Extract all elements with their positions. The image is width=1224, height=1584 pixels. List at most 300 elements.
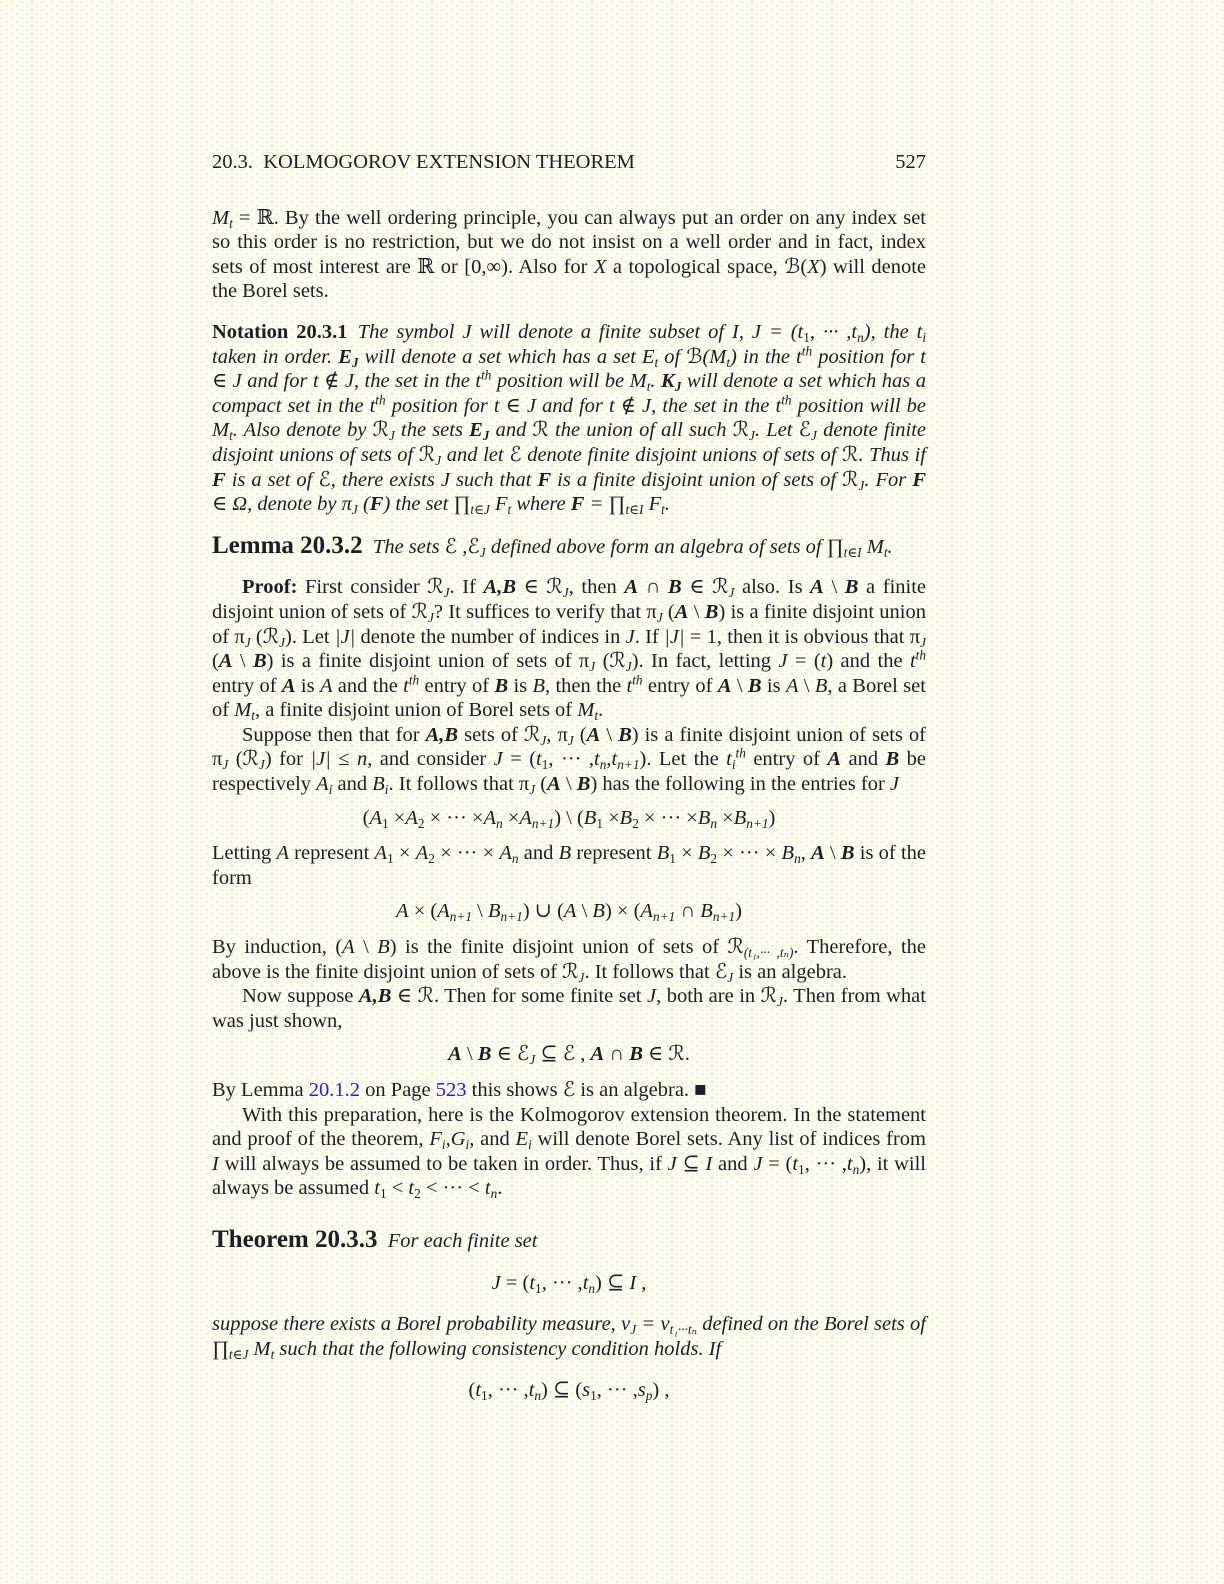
text-run: J: [630, 1322, 637, 1338]
text-run: 1: [669, 851, 676, 867]
text-run: t: [528, 1379, 535, 1402]
text-run: A: [405, 806, 418, 829]
text-run: ℛ: [562, 960, 579, 983]
text-run: \: [461, 1043, 478, 1066]
text-run: ) is the finite disjoint union of sets of: [389, 936, 728, 959]
text-run: J: [674, 379, 682, 395]
text-run: A: [448, 1043, 462, 1066]
text-run: , a Borel set of: [212, 674, 926, 722]
text-run: ℰ: [562, 1079, 576, 1101]
text-run: defined on the Borel sets of ∏: [212, 1313, 927, 1360]
text-run: i: [465, 1137, 470, 1153]
text-run: t: [646, 379, 651, 395]
text-run: J: [491, 1271, 501, 1294]
text-run: t: [374, 1177, 380, 1200]
text-run: ℛ: [609, 650, 626, 673]
text-run: t: [846, 1152, 853, 1175]
text-run: A: [415, 842, 429, 865]
text-run: ∈: [642, 1043, 669, 1066]
text-run: t: [403, 674, 409, 697]
text-run: , π: [546, 723, 568, 746]
text-run: 2: [417, 815, 425, 831]
text-run: A: [827, 748, 842, 771]
intro-paragraph: [212, 206, 926, 304]
text-run: The sets: [362, 535, 445, 558]
text-run: ℛ: [411, 600, 428, 623]
text-run: ,: [439, 723, 445, 746]
text-run: th: [781, 392, 792, 408]
text-run: J: [351, 354, 359, 370]
text-run: \: [576, 900, 593, 923]
text-run: J: [728, 585, 735, 601]
text-run: (: [228, 748, 243, 771]
text-run: (: [595, 650, 610, 673]
text-run: ℛ: [842, 468, 859, 491]
text-run: B: [668, 576, 682, 599]
text-run: where: [511, 493, 571, 516]
text-run: ): [768, 806, 776, 829]
text-run: A: [586, 723, 601, 746]
text-run: Theorem 20.3.3: [212, 1225, 378, 1253]
text-run: t: [909, 650, 916, 673]
text-run: B: [532, 674, 546, 697]
text-run: J: [244, 634, 251, 650]
text-run: B: [700, 900, 713, 923]
text-run: I: [212, 1152, 219, 1175]
text-run: a topological space,: [606, 255, 785, 278]
text-run: J: [749, 428, 755, 444]
text-run: A: [358, 985, 373, 1008]
text-run: A: [810, 576, 824, 599]
text-run: Proof:: [242, 576, 306, 599]
equation: [212, 806, 926, 831]
text-run: ∈: [391, 985, 418, 1008]
text-run: suppose there exists a Borel probability measure, ν: [212, 1313, 631, 1336]
text-run: F: [429, 1128, 442, 1151]
text-run: B: [733, 806, 747, 829]
text-run: B: [377, 985, 392, 1008]
page-content: [212, 150, 926, 1420]
text-run: ℰ: [444, 535, 458, 558]
text-run: 1: [596, 815, 603, 831]
text-run: < ··· <: [420, 1177, 485, 1200]
text-run: be respectively: [212, 748, 927, 796]
text-run: (: [357, 493, 370, 516]
text-run: A: [811, 842, 825, 865]
text-run: (: [662, 600, 675, 623]
text-run: ) ⊆ (: [541, 1379, 583, 1402]
text-run: F: [369, 493, 384, 516]
page-body: [212, 206, 926, 1403]
text-run: ℛ: [262, 625, 280, 648]
text-run: denote finite disjoint unions of sets of: [521, 443, 843, 466]
text-run: First consider: [305, 576, 428, 599]
text-run: .: [684, 1043, 690, 1066]
text-run: ℰ: [798, 419, 812, 442]
text-run: th: [632, 672, 643, 688]
text-run: ,: [372, 985, 378, 1008]
text-run: 1: [481, 1388, 488, 1404]
text-run: and: [518, 842, 559, 865]
text-run: , ··· ,: [541, 1271, 583, 1294]
text-run: J: [529, 1052, 536, 1068]
text-run: J: [811, 428, 817, 444]
text-run: ℰ: [509, 443, 522, 466]
text-run: , ··· ,: [804, 1152, 847, 1175]
text-run: ) for: [264, 748, 311, 771]
text-run: ) in the t: [730, 345, 802, 368]
text-run: 1: [798, 1161, 805, 1177]
text-run: = (: [787, 650, 821, 673]
text-run: position will be M: [491, 370, 647, 393]
text-run: ⊆: [535, 1043, 563, 1066]
text-run: ∈ Ω, denote by π: [212, 493, 352, 516]
text-run: 1: [535, 1280, 542, 1296]
text-run: A: [281, 674, 296, 697]
text-run: n+1: [746, 815, 769, 831]
text-run: J: [388, 428, 395, 444]
text-run: A: [674, 600, 689, 623]
text-run: B: [697, 842, 711, 865]
text-run: 2: [414, 1186, 421, 1202]
text-run: i: [328, 782, 333, 798]
text-run: t: [229, 215, 233, 231]
lemma-ref-link[interactable]: 20.1.2: [308, 1079, 361, 1101]
text-run: ), it will always be assumed: [212, 1152, 926, 1200]
text-run: ⊆: [676, 1152, 706, 1175]
text-run: ℛ: [524, 723, 541, 746]
text-run: B: [618, 723, 632, 746]
text-run: th: [801, 343, 813, 359]
text-run: th: [735, 746, 746, 762]
text-run: F: [537, 468, 552, 491]
text-run: B: [372, 773, 385, 796]
text-run: 1: [379, 1186, 387, 1202]
text-run: ℛ: [727, 936, 744, 959]
text-run: . It follows that π: [388, 773, 530, 796]
text-run: A: [369, 806, 382, 829]
text-run: |J|: [310, 748, 331, 771]
text-run: of: [658, 345, 687, 368]
text-run: F: [912, 468, 926, 491]
text-run: ), the t: [863, 320, 923, 343]
text-run: 1: [381, 815, 389, 831]
text-run: t∈I: [843, 544, 862, 560]
text-run: position for t ∈ J and for t ∉ J, the set in the t: [212, 345, 927, 393]
text-run: G: [450, 1128, 466, 1151]
text-run: J: [778, 650, 788, 673]
page-ref-link[interactable]: 523: [435, 1079, 467, 1101]
text-run: \: [824, 842, 841, 865]
text-run: B: [704, 600, 719, 623]
text-run: \: [798, 674, 815, 697]
text-run: .: [887, 535, 893, 558]
text-run: ,: [636, 1271, 647, 1294]
text-run: entry of: [745, 748, 828, 771]
body-paragraph: [212, 935, 926, 984]
text-run: = ∏: [584, 493, 626, 516]
text-run: A: [590, 1043, 605, 1066]
text-run: n: [857, 329, 864, 345]
text-run: ? It suffices to verify that π: [433, 600, 657, 623]
text-run: t: [726, 748, 732, 771]
section-title: 20.3. KOLMOGOROV EXTENSION THEOREM: [212, 151, 635, 173]
text-run: ∩: [604, 1043, 630, 1066]
text-run: |J|: [664, 625, 685, 648]
text-run: J: [529, 782, 536, 798]
text-run: J: [562, 585, 569, 601]
text-run: represent: [571, 842, 657, 865]
text-run: A: [519, 806, 532, 829]
text-run: Now suppose: [242, 985, 359, 1008]
text-run: ℰ: [516, 1043, 530, 1066]
text-run: Notation 20.3.1: [212, 320, 348, 343]
text-run: = ℝ. By the well ordering principle, you can always put an order on any index set so this order is no restriction, but we do not insist on a well order and in fact, index sets of most interest are ℝ or [0,∞). Also for: [212, 206, 926, 278]
text-run: J: [222, 757, 229, 773]
text-run: t: [507, 502, 512, 518]
text-run: A: [547, 773, 561, 796]
text-run: . For: [864, 468, 913, 491]
text-run: J: [753, 1152, 763, 1175]
text-run: Suppose then that for: [242, 723, 426, 746]
text-run: 2: [632, 815, 639, 831]
lemma-heading: [212, 533, 926, 560]
proof-paragraph: [212, 575, 926, 723]
text-run: J: [427, 609, 434, 625]
text-run: = (: [762, 1152, 793, 1175]
text-run: I: [629, 1271, 637, 1294]
text-run: (t₁,··· ,tₙ): [743, 945, 794, 961]
text-run: n+1: [652, 909, 676, 925]
text-run: , then the: [545, 674, 627, 697]
text-run: and: [841, 748, 886, 771]
text-run: t: [594, 748, 600, 771]
text-run: ×: [502, 806, 520, 829]
text-run: ■: [694, 1079, 707, 1101]
text-run: 1: [387, 851, 394, 867]
text-run: t: [536, 748, 542, 771]
text-run: this shows: [466, 1079, 563, 1101]
text-run: ∈: [491, 1043, 517, 1066]
body-paragraph: [212, 1103, 926, 1201]
text-run: ∈: [516, 576, 547, 599]
text-run: Lemma 20.3.2: [212, 531, 363, 559]
text-run: , there exists J such that: [330, 468, 538, 491]
text-run: denote finite disjoint unions of sets of: [212, 419, 927, 466]
text-run: ℬ: [686, 345, 703, 368]
text-run: A: [316, 773, 329, 796]
text-run: ℛ: [732, 419, 750, 442]
text-run: t: [820, 650, 827, 673]
text-run: B: [576, 773, 591, 796]
text-run: i: [441, 1137, 446, 1153]
text-run: B: [885, 748, 900, 771]
text-run: ) is a finite disjoint union of sets of π: [266, 650, 590, 673]
text-run: ℛ: [842, 443, 859, 466]
text-run: ,: [575, 1043, 591, 1066]
text-run: F: [570, 493, 585, 516]
text-run: I: [705, 1152, 713, 1175]
text-run: . Also denote by: [232, 419, 373, 442]
text-run: ℰ: [714, 960, 728, 983]
text-run: s: [637, 1379, 646, 1402]
text-run: i: [384, 782, 389, 798]
text-run: will denote Borel sets. Any list of indices from: [531, 1128, 926, 1151]
text-run: ℛ: [372, 419, 389, 442]
text-run: J: [279, 634, 286, 650]
text-run: ≤: [330, 748, 357, 771]
text-run: × ··· ×: [434, 842, 500, 865]
text-run: ℛ: [760, 985, 777, 1008]
text-run: and: [712, 1152, 754, 1175]
text-run: A: [396, 900, 409, 923]
text-run: ) ∪ (: [522, 900, 564, 923]
text-run: t: [661, 502, 665, 518]
text-run: \: [731, 674, 748, 697]
text-run: J: [625, 625, 635, 648]
text-run: (: [468, 1379, 476, 1402]
text-run: ℰ: [467, 535, 480, 558]
text-run: M: [577, 699, 595, 722]
text-run: n+1: [449, 909, 473, 925]
text-run: the sets: [394, 419, 470, 442]
text-run: th: [408, 672, 420, 688]
text-run: taken in order.: [212, 345, 339, 368]
text-run: A: [717, 674, 732, 697]
text-run: × (: [408, 900, 438, 923]
text-run: B: [592, 900, 605, 923]
text-run: t∈I: [625, 502, 644, 518]
text-run: and: [489, 419, 533, 442]
text-run: ℛ: [418, 443, 436, 466]
text-run: A: [374, 842, 388, 865]
text-run: and: [332, 773, 373, 796]
text-run: A: [425, 723, 440, 746]
text-run: n+1: [712, 909, 736, 925]
text-run: ℰ: [318, 468, 331, 491]
text-run: . Thus if: [858, 443, 926, 466]
text-run: B: [656, 842, 670, 865]
text-run: J: [578, 969, 585, 985]
text-run: A: [276, 842, 289, 865]
text-run: ,: [497, 576, 503, 599]
text-run: will always be assumed to be taken in order. Thus, if: [218, 1152, 668, 1175]
text-run: \: [600, 723, 619, 746]
text-run: ×: [717, 806, 734, 829]
text-run: M: [248, 1337, 271, 1360]
text-run: n+1: [500, 909, 523, 925]
text-run: A: [499, 842, 512, 865]
text-run: position will be M: [212, 394, 926, 442]
text-run: A: [624, 576, 639, 599]
text-run: For each finite set: [377, 1229, 538, 1252]
text-run: ℛ: [532, 419, 549, 442]
equation: [212, 1042, 926, 1067]
text-run: t∈J: [470, 502, 490, 518]
text-run: ): [735, 900, 742, 923]
text-run: n: [511, 851, 519, 867]
text-run: , a finite disjoint union of Borel sets of: [254, 699, 578, 722]
text-run: ) will denote the Borel sets.: [212, 255, 926, 303]
text-run: By induction, (: [212, 936, 343, 959]
text-run: sets of: [458, 723, 524, 746]
text-run: (M: [702, 345, 727, 368]
text-run: J: [656, 609, 663, 625]
text-run: ) ⊆: [595, 1271, 630, 1294]
text-run: ) the set ∏: [383, 493, 471, 516]
text-run: ℬ: [784, 255, 801, 278]
text-run: A: [319, 674, 333, 697]
text-run: . Let: [754, 419, 799, 442]
text-run: , ··· ,t: [809, 320, 858, 343]
text-run: s: [582, 1379, 591, 1402]
text-run: J: [435, 452, 442, 468]
text-run: J: [589, 659, 596, 675]
theorem-paragraph: [212, 1312, 926, 1361]
text-run: ×: [393, 842, 416, 865]
text-run: E: [469, 419, 483, 442]
text-run: J: [479, 544, 486, 560]
text-run: J: [493, 748, 503, 771]
text-run: The symbol J will denote a finite subset of I, J = (t: [347, 320, 804, 343]
text-run: J: [920, 634, 927, 650]
text-run: will denote a set which has a compact set in the t: [212, 370, 927, 417]
text-run: t: [270, 1346, 275, 1362]
text-run: \: [560, 773, 577, 796]
text-run: ,: [606, 748, 612, 771]
text-run: , and: [469, 1128, 516, 1151]
text-run: on Page: [360, 1079, 436, 1101]
text-run: . If: [634, 625, 665, 648]
body-paragraph: [212, 841, 926, 890]
text-run: B: [814, 674, 828, 697]
text-run: <: [386, 1177, 409, 1200]
text-run: A: [437, 900, 450, 923]
text-run: ) ,: [652, 1379, 670, 1402]
text-run: position for t ∈ J and for t ∉ J, the set in the t: [385, 394, 782, 417]
text-run: 1: [541, 757, 549, 773]
running-header: [212, 150, 926, 175]
text-run: t: [726, 354, 731, 370]
notation-paragraph: [212, 320, 926, 517]
text-run: (: [362, 806, 370, 829]
text-run: entry of: [642, 674, 718, 697]
text-run: ) and the: [826, 650, 910, 673]
text-run: is an algebra.: [733, 960, 848, 983]
text-run: t₁···tₙ: [669, 1322, 697, 1338]
text-run: and let: [441, 443, 510, 466]
text-run: M: [234, 699, 252, 722]
text-run: p: [645, 1388, 653, 1404]
text-run: = (: [502, 748, 537, 771]
text-run: B: [697, 806, 711, 829]
text-run: × ··· ×: [424, 806, 484, 829]
text-run: B: [619, 806, 633, 829]
text-run: , ··· ,: [548, 748, 595, 771]
text-run: A: [640, 900, 653, 923]
text-run: .: [650, 370, 662, 393]
text-run: 1: [590, 1388, 597, 1404]
text-run: t: [251, 708, 255, 724]
text-run: . Therefore, the above is the finite disjoint union of sets of: [212, 936, 926, 983]
text-run: and the: [332, 674, 404, 697]
text-run: t: [408, 1177, 415, 1200]
text-run: is: [508, 674, 533, 697]
text-run: ) × (: [604, 900, 641, 923]
text-run: ∩: [638, 576, 669, 599]
text-run: th: [915, 647, 926, 663]
text-run: B: [488, 900, 501, 923]
